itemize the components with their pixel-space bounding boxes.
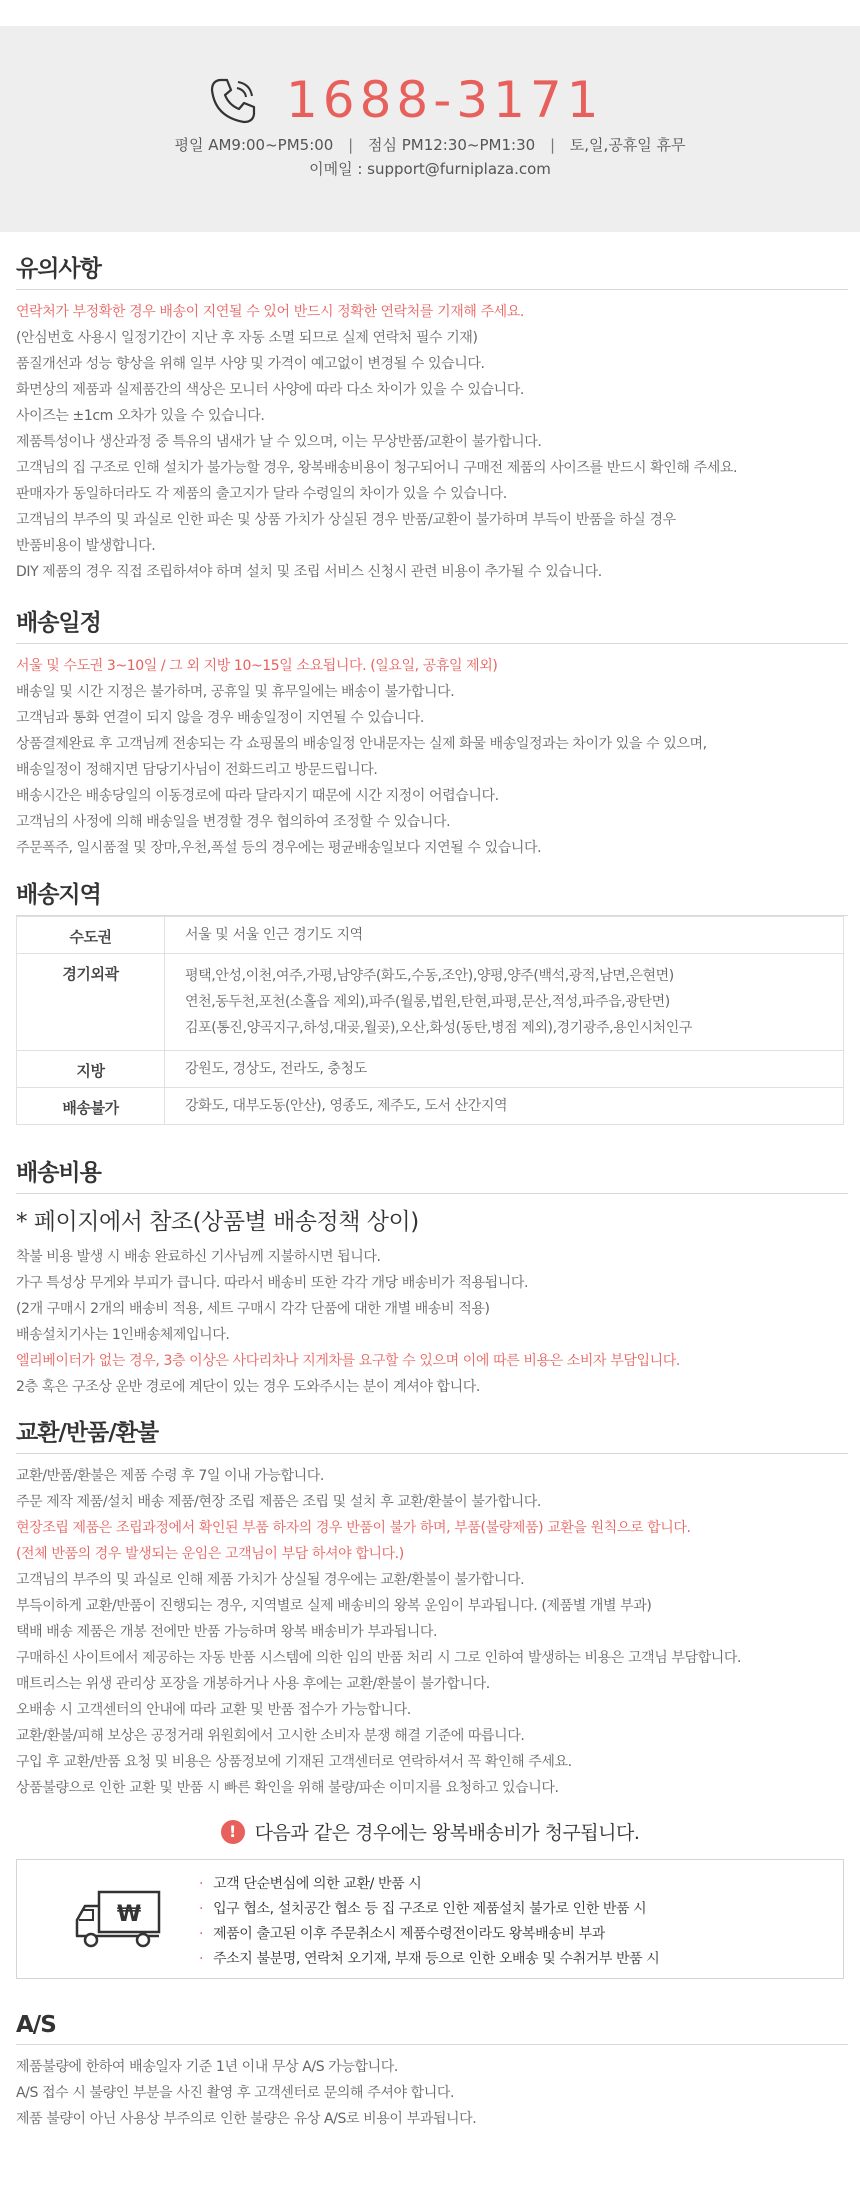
- region-area-line: 평택,안성,이천,여주,가평,남양주(화도,수동,조안),양평,양주(백석,광적,남면,은현면): [185, 968, 674, 984]
- exchange-line: 현장조립 제품은 조립과정에서 확인된 부품 하자의 경우 반품이 불가 하며, 부품(불량제품) 교환을 원칙으로 합니다.: [16, 1520, 691, 1536]
- notice-line: 사이즈는 ±1cm 오차가 있을 수 있습니다.: [16, 408, 265, 424]
- business-hours: [0, 134, 860, 155]
- round-trip-item: [199, 1947, 659, 1972]
- region-row: [17, 1088, 844, 1125]
- exchange-line: 상품불량으로 인한 교환 및 반품 시 빠른 확인을 위해 불량/파손 이미지를 요청하고 있습니다.: [16, 1780, 559, 1796]
- notice-line: 판매자가 동일하더라도 각 제품의 출고지가 달라 수령일의 차이가 있을 수 있습니다.: [16, 486, 507, 502]
- exchange-line: 구매하신 사이트에서 제공하는 자동 반품 시스템에 의한 임의 반품 처리 시 그로 인하여 발생하는 비용은 고객님 부담합니다.: [16, 1650, 742, 1666]
- exchange-line: 택배 배송 제품은 개봉 전에만 반품 가능하며 왕복 배송비가 부과됩니다.: [16, 1624, 438, 1640]
- notice-line: 연락처가 부정확한 경우 배송이 지연될 수 있어 반드시 정확한 연락처를 기재해 주세요.: [16, 304, 524, 320]
- region-section: [16, 876, 848, 1125]
- region-areas: [165, 917, 844, 954]
- delivery-truck-icon: [75, 1888, 165, 1950]
- region-label: 경기외곽: [17, 954, 165, 1051]
- cost-line: (2개 구매시 2개의 배송비 적용, 세트 구매시 각각 단품에 대한 개별 배송비 적용): [16, 1301, 490, 1317]
- contact-email[interactable]: 이메일 : support@furniplaza.com: [309, 160, 551, 178]
- exchange-line: 부득이하게 교환/반품이 진행되는 경우, 지역별로 실제 배송비의 왕복 운임이 부과됩니다. (제품별 개별 부과): [16, 1598, 652, 1614]
- exchange-line: 구입 후 교환/반품 요청 및 비용은 상품정보에 기재된 고객센터로 연락하셔서 꼭 확인해 주세요.: [16, 1754, 572, 1770]
- region-row: [17, 917, 844, 954]
- round-trip-item-text: 제품이 출고된 이후 주문취소시 제품수령전이라도 왕복배송비 부과: [213, 1926, 605, 1942]
- region-area-line: 강화도, 대부도동(안산), 영종도, 제주도, 도서 산간지역: [185, 1098, 508, 1114]
- notice-line: 고객님의 부주의 및 과실로 인한 파손 및 상품 가치가 상실된 경우 반품/교환이 불가하며 부득이 반품을 하실 경우: [16, 512, 676, 528]
- round-trip-list: [199, 1872, 659, 1972]
- hours-separator: |: [549, 136, 556, 154]
- cost-line: 착불 비용 발생 시 배송 완료하신 기사님께 지불하시면 됩니다.: [16, 1249, 381, 1265]
- notice-line: 제품특성이나 생산과정 중 특유의 냄새가 날 수 있으며, 이는 무상반품/교환이 불가합니다.: [16, 434, 542, 450]
- cost-line: 2층 혹은 구조상 운반 경로에 계단이 있는 경우 도와주시는 분이 계셔야 합니다.: [16, 1379, 480, 1395]
- cost-lines: [16, 1244, 848, 1400]
- hours-separator: |: [348, 136, 354, 154]
- region-area-line: 김포(통진,양곡지구,하성,대곶,월곶),오산,화성(동탄,병점 제외),경기광주,용인시처인구: [185, 1020, 692, 1036]
- schedule-section: [16, 604, 848, 861]
- schedule-line: 상품결제완료 후 고객님께 전송되는 각 쇼핑몰의 배송일정 안내문자는 실제 화물 배송일정과는 차이가 있을 수 있으며,: [16, 736, 707, 752]
- schedule-line: 고객님의 사정에 의해 배송일을 변경할 경우 협의하여 조정할 수 있습니다.: [16, 814, 451, 830]
- region-row: [17, 954, 844, 1051]
- cost-heading: * 페이지에서 참조(상품별 배송정책 상이): [16, 1209, 419, 1235]
- round-trip-item: [199, 1922, 659, 1947]
- bullet-icon: ·: [199, 1926, 204, 1942]
- round-trip-item-text: 고객 단순변심에 의한 교환/ 반품 시: [213, 1876, 422, 1892]
- phone-number[interactable]: 1688-3171: [286, 71, 604, 129]
- won-symbol: ₩: [116, 1902, 142, 1927]
- exchange-line: 교환/반품/환불은 제품 수령 후 7일 이내 가능합니다.: [16, 1468, 324, 1484]
- cost-line: 배송설치기사는 1인배송체제입니다.: [16, 1327, 230, 1343]
- as-line: 제품불량에 한하여 배송일자 기준 1년 이내 무상 A/S 가능합니다.: [16, 2059, 398, 2075]
- notice-line: (안심번호 사용시 일정기간이 지난 후 자동 소멸 되므로 실제 연락처 필수 기재): [16, 330, 478, 346]
- schedule-line: 배송일 및 시간 지정은 불가하며, 공휴일 및 휴무일에는 배송이 불가합니다.: [16, 684, 455, 700]
- schedule-lines: [16, 653, 848, 861]
- hours-lunch: 점심 PM12:30~PM1:30: [367, 136, 536, 154]
- contact-banner: [0, 26, 860, 232]
- as-line: A/S 접수 시 불량인 부분을 사진 촬영 후 고객센터로 문의해 주셔야 합니다.: [16, 2085, 455, 2101]
- exclamation-icon: !: [221, 1820, 245, 1844]
- round-trip-item-text: 입구 협소, 설치공간 협소 등 집 구조로 인한 제품설치 불가로 인한 반품 시: [213, 1901, 647, 1917]
- section-title: 배송지역: [16, 876, 848, 916]
- schedule-line: 서울 및 수도권 3~10일 / 그 외 지방 10~15일 소요됩니다. (일요일, 공휴일 제외): [16, 658, 498, 674]
- region-label: 배송불가: [17, 1088, 165, 1125]
- region-label: 지방: [17, 1051, 165, 1088]
- region-table: [16, 916, 844, 1125]
- as-lines: [16, 2054, 848, 2132]
- schedule-line: 주문폭주, 일시품절 및 장마,우천,폭설 등의 경우에는 평균배송일보다 지연될 수 있습니다.: [16, 840, 542, 856]
- region-label: 수도권: [17, 917, 165, 954]
- region-area-line: 강원도, 경상도, 전라도, 충청도: [185, 1061, 367, 1077]
- section-title: 배송비용: [16, 1154, 848, 1194]
- region-areas: [165, 1051, 844, 1088]
- schedule-line: 배송시간은 배송당일의 이동경로에 따라 달라지기 때문에 시간 지정이 어렵습니다.: [16, 788, 499, 804]
- notice-line: 반품비용이 발생합니다.: [16, 538, 156, 554]
- hours-weekday: 평일 AM9:00~PM5:00: [174, 136, 334, 154]
- notice-line: DIY 제품의 경우 직접 조립하셔야 하며 설치 및 조립 서비스 신청시 관련 비용이 추가될 수 있습니다.: [16, 564, 602, 580]
- exchange-section: [16, 1414, 848, 1801]
- hours-closed: 토,일,공휴일 휴무: [569, 136, 686, 154]
- section-title: 교환/반품/환불: [16, 1414, 848, 1454]
- cost-line: 엘리베이터가 없는 경우, 3층 이상은 사다리차나 지게차를 요구할 수 있으며 이에 따른 비용은 소비자 부담입니다.: [16, 1353, 680, 1369]
- exchange-line: 주문 제작 제품/설치 배송 제품/현장 조립 제품은 조립 및 설치 후 교환/환불이 불가합니다.: [16, 1494, 541, 1510]
- cost-line: 가구 특성상 무게와 부피가 큽니다. 따라서 배송비 또한 각각 개당 배송비가 적용됩니다.: [16, 1275, 528, 1291]
- notice-line: 화면상의 제품과 실제품간의 색상은 모니터 사양에 따라 다소 차이가 있을 수 있습니다.: [16, 382, 524, 398]
- round-trip-item: [199, 1897, 659, 1922]
- exchange-line: 매트리스는 위생 관리상 포장을 개봉하거나 사용 후에는 교환/환불이 불가합니다.: [16, 1676, 490, 1692]
- bullet-icon: ·: [199, 1876, 204, 1892]
- section-title: 유의사항: [16, 250, 848, 290]
- cost-section: [16, 1154, 848, 1400]
- notice-line: 고객님의 집 구조로 인해 설치가 불가능할 경우, 왕복배송비용이 청구되어니 구매전 제품의 사이즈를 반드시 확인해 주세요.: [16, 460, 738, 476]
- region-areas: [165, 954, 844, 1051]
- as-section: [16, 2012, 848, 2132]
- notice-section: [16, 250, 848, 585]
- notice-lines: [16, 299, 848, 585]
- section-title: 배송일정: [16, 604, 848, 644]
- schedule-line: 배송일정이 정해지면 담당기사님이 전화드리고 방문드립니다.: [16, 762, 378, 778]
- round-trip-item: [199, 1872, 659, 1897]
- notice-line: 품질개선과 성능 향상을 위해 일부 사양 및 가격이 예고없이 변경될 수 있습니다.: [16, 356, 485, 372]
- round-trip-item-text: 주소지 불분명, 연락처 오기재, 부재 등으로 인한 오배송 및 수취거부 반품 시: [213, 1951, 660, 1967]
- exchange-line: 교환/환불/피해 보상은 공정거래 위원회에서 고시한 소비자 분쟁 해결 기준에 따릅니다.: [16, 1728, 525, 1744]
- as-line: 제품 불량이 아닌 사용상 부주의로 인한 불량은 유상 A/S로 비용이 부과됩니다.: [16, 2111, 477, 2127]
- bullet-icon: ·: [199, 1951, 204, 1967]
- warning-text: 다음과 같은 경우에는 왕복배송비가 청구됩니다.: [254, 1822, 640, 1844]
- bullet-icon: ·: [199, 1901, 204, 1917]
- round-trip-warning: [0, 1818, 860, 1845]
- phone-row: [0, 70, 860, 130]
- region-area-line: 서울 및 서울 인근 경기도 지역: [185, 927, 363, 943]
- exchange-line: 고객님의 부주의 및 과실로 인해 제품 가치가 상실될 경우에는 교환/환불이 불가합니다.: [16, 1572, 525, 1588]
- section-title: A/S: [16, 2012, 848, 2045]
- exchange-line: (전체 반품의 경우 발생되는 운임은 고객님이 부담 하셔야 합니다.): [16, 1546, 404, 1562]
- region-areas: [165, 1088, 844, 1125]
- region-area-line: 연천,동두천,포천(소홀읍 제외),파주(월롱,법원,탄현,파평,문산,적성,파주읍,광탄면): [185, 994, 670, 1010]
- round-trip-box: [16, 1859, 844, 1979]
- schedule-line: 고객님과 통화 연결이 되지 않을 경우 배송일정이 지연될 수 있습니다.: [16, 710, 424, 726]
- exchange-line: 오배송 시 고객센터의 안내에 따라 교환 및 반품 접수가 가능합니다.: [16, 1702, 411, 1718]
- region-row: [17, 1051, 844, 1088]
- exchange-lines: [16, 1463, 848, 1801]
- phone-icon: [208, 76, 258, 126]
